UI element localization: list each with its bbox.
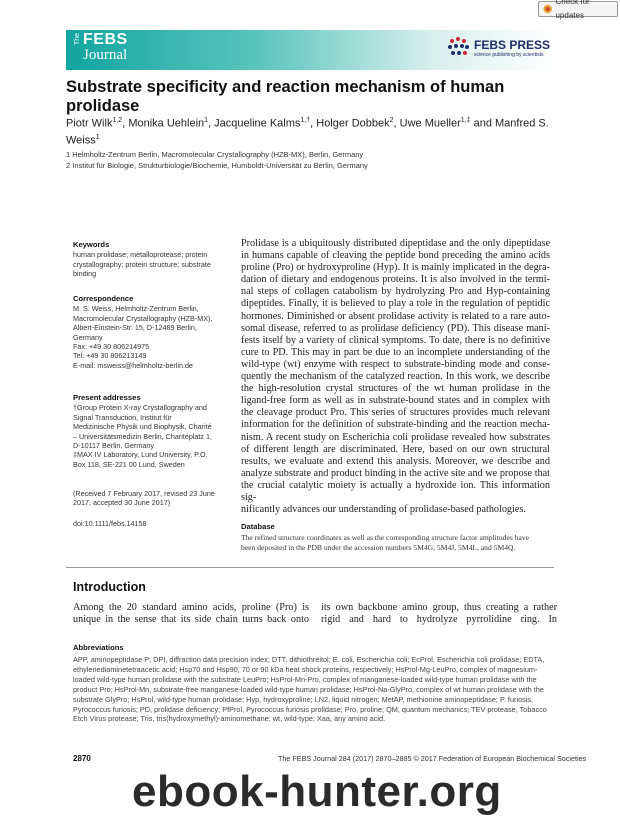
affiliation-2: 2 Institut für Biologie, Strukturbiologie/Biochemie, Humboldt-Universität zu Berlin, Germany — [66, 161, 368, 170]
abstract-line: information for the definition of substrate-binding and the reaction mecha- — [241, 419, 550, 431]
abstract-line: Prolidase is a ubiquitously distributed dipeptidase and the only dipeptidase — [241, 238, 550, 249]
abstract-line: in humans capable of cleaving the peptide bond preceding the amino acids — [241, 250, 550, 262]
doi-link[interactable]: doi:10.1111/febs.14158 — [73, 519, 147, 528]
present-address-line: Signal Transduction, Institut für — [73, 412, 172, 422]
correspondence-line: M. S. Weiss, Helmholtz-Zentrum Berlin, — [73, 304, 199, 314]
received-dates-line: 2017, accepted 30 June 2017) — [73, 498, 171, 508]
author-affiliation-mark: 1,† — [300, 117, 311, 124]
author-name: Jacqueline Kalms — [214, 117, 301, 130]
received-dates-line: (Received 7 February 2017, revised 23 June — [73, 489, 215, 498]
check-updates-icon — [543, 4, 552, 14]
present-address-line: ‡MAX IV Laboratory, Lund University, P.O. — [73, 450, 208, 460]
correspondence-tel: Tel: +49 30 806213149 — [73, 351, 147, 361]
abstract-line: nificantly advances our understanding of prolidase-based pathologies. — [241, 504, 526, 516]
intro-line: its own backbone amino group, thus creating a rather — [321, 602, 557, 613]
abstract-line: wild-type (wt) enzyme with respect to substrate-binding mode and conse- — [241, 358, 550, 370]
abstract-line: ligand-free form as well as in substrate-bound states and in complex with — [241, 395, 550, 407]
correspondence-heading: Correspondence — [73, 294, 134, 303]
citation-footer: The FEBS Journal 284 (2017) 2870–2885 © 2017 Federation of European Biochemical Societies — [278, 754, 587, 763]
author-list: Piotr Wilk$^{1,2}$, Monika Uehlein$^1$, Jacqueline Kalms$^{1,\dagger}$, Holger Dobbek$^2$, Uwe Mueller$^{1,\ddagger}$ and Manfred S. Weiss$^1$ — [66, 117, 549, 147]
abstract-line: nal steps of collagen catabolism by hydrolyzing Pro and Hyp-containing — [241, 286, 550, 298]
present-address-line: †Group Protein X-ray Crystallography and — [73, 403, 207, 413]
abstract-line: cure to PD. This may in part be due to an incomplete understanding of the — [241, 346, 550, 358]
febs-press-mark-icon — [446, 36, 470, 58]
abstract-line: nism. A recent study on Escherichia coli prolidase revealed how substrates — [241, 431, 550, 443]
introduction-right-column — [321, 602, 557, 627]
correspondence-block — [73, 294, 233, 370]
abstract-line: fests itself by a variety of clinical symptoms. To date, there is no definitive — [241, 334, 550, 346]
abstract-line: results, we evaluate and extend this analysis. Moreover, we describe and — [241, 455, 550, 467]
abstract-line: dipeptides. Finally, it is believed to play a role in the regulation of peptidic — [241, 298, 550, 310]
database-text — [241, 533, 550, 552]
febs-press-tagline: science publishing by scientists — [474, 52, 544, 58]
logo-journal: Journal — [83, 47, 128, 63]
database-heading: Database — [241, 522, 275, 531]
present-address-line: – Universitätsmedizin Berlin, Charitéplatz 1, — [73, 431, 213, 441]
database-line: been deposited in the PDB under the accession numbers 5M4G, 5M4J, 5M4L, and 5M4Q. — [241, 542, 516, 552]
intro-line: Among the 20 standard amino acids, proline (Pro) is — [73, 602, 309, 613]
author-affiliation-mark: 1,2 — [112, 117, 123, 124]
correspondence-line: Macromolecular Crystallography (HZB-MX), — [73, 313, 213, 323]
abstract-line: somal disease, referred to as prolidase deficiency (PD). This disease mani- — [241, 322, 550, 334]
correspondence-email: E-mail: msweiss@helmholtz-berlin.de — [73, 360, 193, 370]
logo-the: The — [74, 32, 81, 45]
abbreviations-text: APP, aminopeptidase P; DPI, diffraction data precision index; DTT, dithiothreitol; E. coli, Escherichia coli; EcProl, Escherichia coli prolidase; EDTA, ethylenediaminetetraacetic acid; Hsp70 and Hsp90, 70 or 90 kDa heat shock proteins, respectively; HsProl-Mg-LeuPro, complex of magnesium-loaded wild-type human prolidase with the substrate LeuPro; HsProl-Mn-Pro, complex of manganese-loaded wild-type human prolidase with the product Pro; HsProl-Mn, substrate-free manganese-loaded wild-type human prolidase; HsProl-Na-GlyPro, complex of wt human prolidase with the substrate GlyPro; HsProl, wild-type human prolidase; Hyp, hydroxyproline; LN2, liquid nitrogen; MetAP, methionine aminopeptidase; P. furiosis, Pyrococcus furiosis; PD, prolidase deficiency; PfProl, Pyrococcus furiosis prolidase; Pro, proline; QM, quantum mechanics; TEV protease, Tobacco Etch Virus protease; Tris, tris(hydroxymethyl)-aminomethane; wt, wild-type; Xaa, any amino acid. — [73, 655, 547, 724]
abstract-line: analyze substrate and product binding in the active site and we propose that — [241, 467, 550, 479]
abstract-text — [241, 238, 550, 516]
logo-febs: FEBS — [83, 31, 128, 48]
author-name: Manfred S. Weiss — [66, 117, 549, 147]
author-name: Piotr Wilk — [66, 117, 113, 130]
affiliation-1: 1 Helmholtz-Zentrum Berlin, Macromolecular Crystallography (HZB-MX), Berlin, Germany — [66, 150, 364, 159]
author-affiliation-mark: 1,‡ — [460, 117, 471, 124]
present-address-line: Medizinische Physik und Biophysik, Charité — [73, 422, 212, 432]
page-number: 2870 — [73, 754, 91, 763]
intro-line: rigid and hard to hydrolyze pyrrolidine ring. In — [321, 614, 557, 626]
correspondence-line: Albert-Einstein-Str. 15, D-12489 Berlin, — [73, 323, 197, 333]
check-for-updates-button[interactable] — [538, 0, 618, 20]
intro-line: unique in the sense that its side chain turns back onto — [73, 614, 309, 626]
abstract-line: dation of dietary and endogenous proteins. It is also involved in the termi- — [241, 274, 550, 286]
abstract-line: the high-resolution crystal structures of the wt human prolidase in the — [241, 383, 550, 395]
author-affiliation-mark: 1 — [95, 133, 100, 141]
correspondence-line: Germany — [73, 332, 103, 342]
abstract-line: of different length are discriminated. Here, based on our own structural — [241, 443, 550, 455]
introduction-heading: Introduction — [73, 580, 146, 594]
correspondence-fax: Fax: +49 30 806214975 — [73, 342, 150, 352]
received-dates — [73, 489, 233, 508]
author-name: Monika Uehlein — [128, 117, 205, 130]
author-name: Uwe Mueller — [399, 117, 461, 130]
abstract-line: hormones. Diminished or absent prolidase activity is related to a rare auto- — [241, 310, 550, 322]
author-name: Holger Dobbek — [316, 117, 390, 130]
article-title: Substrate specificity and reaction mechanism of human prolidase — [66, 78, 505, 115]
abstract-line: the cleavage product Pro. This series of structures provides much relevant — [241, 407, 550, 419]
present-addresses-block — [73, 393, 233, 469]
watermark-text: ebook-hunter.org — [132, 767, 502, 816]
author-affiliation-mark: 2 — [389, 117, 394, 124]
febs-press-name: FEBS PRESS — [474, 38, 551, 52]
abstract-line: the crucial catalytic moiety is actually a hydroxide ion. This information sig- — [241, 479, 550, 503]
present-address-line: Box 118, SE-221 00 Lund, Sweden — [73, 459, 185, 469]
check-for-updates-label: Check for updates — [555, 0, 590, 20]
keywords-block — [73, 240, 233, 279]
keywords-heading: Keywords — [73, 240, 110, 249]
abstract-line: proline (Pro) or hydroxyproline (Hyp). It is mainly implicated in the degra- — [241, 262, 550, 274]
abstract-line: quently the mechanism of the catalyzed reaction. In this work, we describe — [241, 371, 550, 383]
introduction-left-column — [73, 602, 309, 627]
keywords-text: human prolidase; metalloprotease; protein crystallography; protein structure; substrate binding — [73, 250, 211, 279]
author-affiliation-mark: 1 — [204, 117, 209, 124]
section-divider — [66, 567, 554, 568]
present-addresses-heading: Present addresses — [73, 393, 141, 402]
database-line: The refined structure coordinates as well as the corresponding structure factor amplitudes have — [241, 533, 530, 542]
present-address-line: D-10117 Berlin, Germany — [73, 441, 154, 451]
abbreviations-heading: Abbreviations — [73, 643, 124, 652]
